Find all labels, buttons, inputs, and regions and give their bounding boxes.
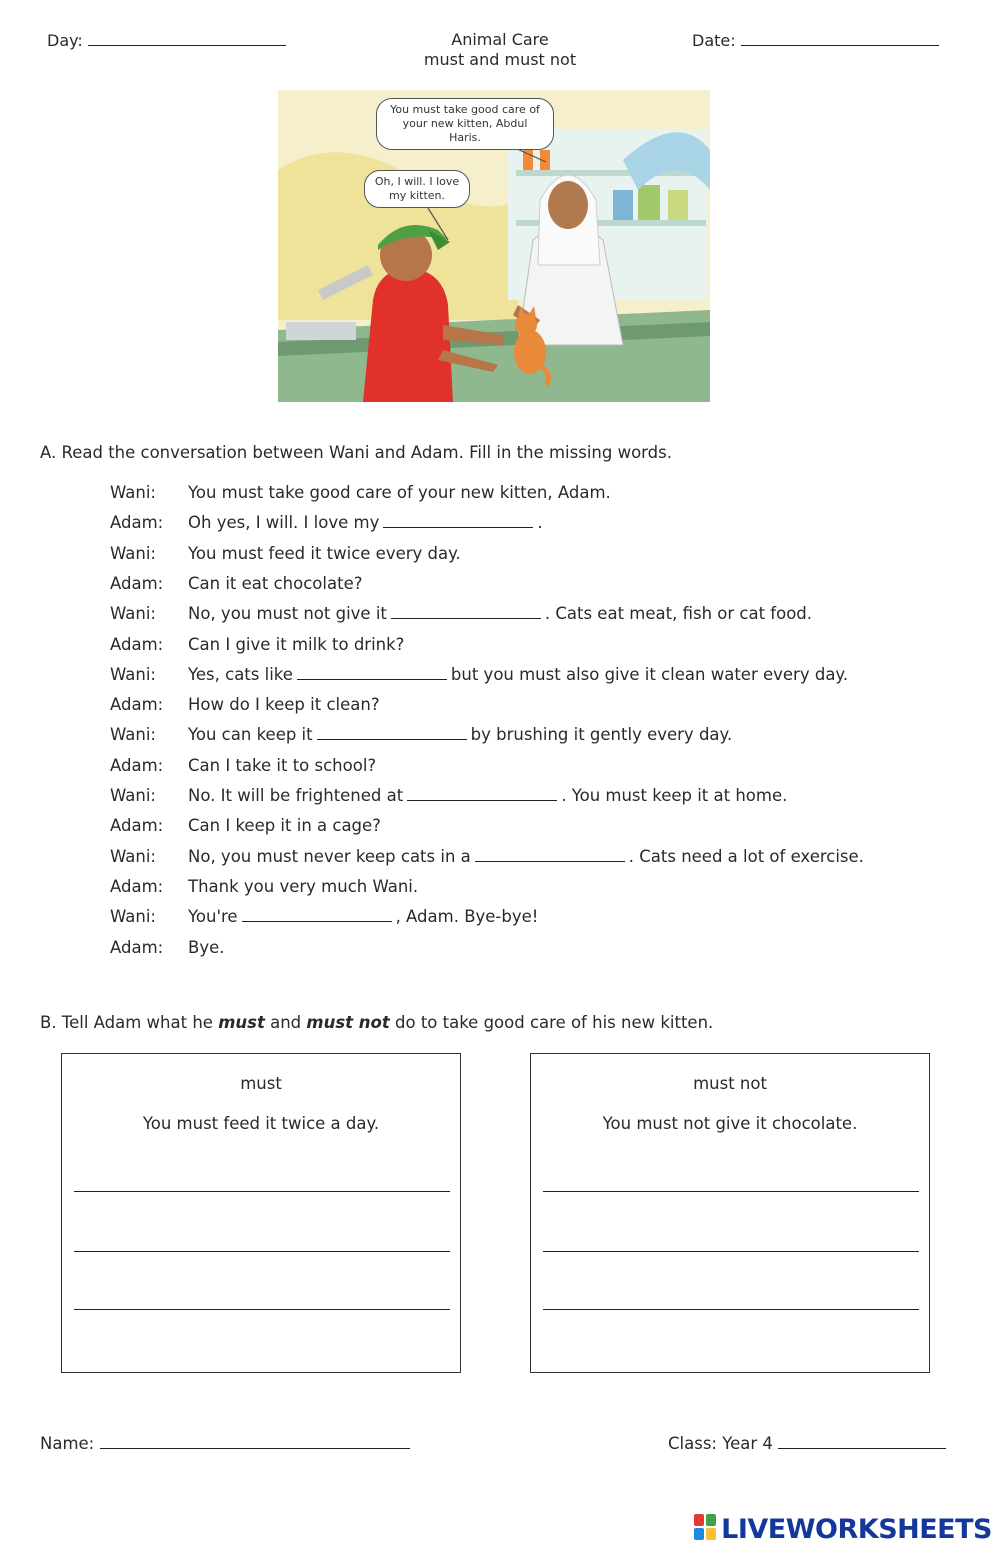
dialogue-text-after: . You must keep it at home. (561, 786, 788, 805)
dialogue-text: Can I take it to school? (188, 756, 377, 775)
name-field (40, 1434, 410, 1453)
dialogue-text: Can it eat chocolate? (188, 574, 363, 593)
dialogue-line (110, 544, 461, 568)
dialogue-line (110, 725, 732, 749)
must-not-answer-line-3[interactable] (543, 1308, 919, 1310)
boy-speech-bubble: Oh, I will. I love my kitten. (364, 170, 470, 208)
fill-in-blank[interactable] (383, 526, 533, 528)
dialogue-line (110, 513, 543, 537)
dialogue-text: You're (188, 907, 238, 926)
dialogue-text: You must take good care of your new kitten, Adam. (188, 483, 611, 502)
dialogue-text: No. It will be frightened at (188, 786, 404, 805)
class-label: Class: Year 4 (668, 1434, 773, 1453)
date-input[interactable] (741, 45, 939, 46)
fill-in-blank[interactable] (407, 799, 557, 801)
dialogue-speaker: Wani: (110, 907, 156, 926)
liveworksheets-logo[interactable] (694, 1514, 992, 1545)
must-box-example: You must feed it twice a day. (142, 1114, 380, 1133)
section-a-instruction: A. Read the conversation between Wani and Adam. Fill in the missing words. (40, 443, 672, 462)
dialogue-speaker: Wani: (110, 665, 156, 684)
page-subtitle: must and must not (423, 50, 577, 69)
dialogue-speaker: Wani: (110, 786, 156, 805)
dialogue-text: Yes, cats like (188, 665, 293, 684)
section-b-must: must (218, 1013, 265, 1032)
dialogue-line (110, 786, 787, 810)
dialogue-speaker: Adam: (110, 695, 164, 714)
dialogue-speaker: Wani: (110, 483, 156, 502)
must-not-box-heading: must not (693, 1074, 767, 1093)
dialogue-line (110, 847, 864, 871)
dialogue-text-after: by brushing it gently every day. (470, 725, 733, 744)
must-answer-line-3[interactable] (74, 1308, 450, 1310)
dialogue-text: Can I keep it in a cage? (188, 816, 381, 835)
dialogue-text: Oh yes, I will. I love my (188, 513, 380, 532)
dialogue-speaker: Adam: (110, 574, 164, 593)
fill-in-blank[interactable] (297, 678, 447, 680)
liveworksheets-logo-text: LIVEWORKSHEETS (721, 1514, 992, 1545)
dialogue-line (110, 483, 611, 507)
dialogue-speaker: Adam: (110, 816, 164, 835)
dialogue-speaker: Adam: (110, 756, 164, 775)
dialogue-speaker: Adam: (110, 877, 164, 896)
dialogue-text-after: . Cats need a lot of exercise. (628, 847, 864, 866)
dialogue-text: How do I keep it clean? (188, 695, 380, 714)
dialogue-text: No, you must not give it (188, 604, 387, 623)
dialogue-text-after: , Adam. Bye-bye! (395, 907, 539, 926)
dialogue-text: Can I give it milk to drink? (188, 635, 405, 654)
section-b-must-not: must not (306, 1013, 390, 1032)
dialogue-speaker: Adam: (110, 513, 164, 532)
dialogue-line (110, 695, 380, 719)
dialogue-text: Bye. (188, 938, 225, 957)
dialogue-text: You must feed it twice every day. (188, 544, 461, 563)
dialogue-text: No, you must never keep cats in a (188, 847, 471, 866)
liveworksheets-mark-icon (694, 1514, 718, 1542)
must-answer-line-2[interactable] (74, 1250, 450, 1252)
must-not-box-example: You must not give it chocolate. (602, 1114, 858, 1133)
date-label: Date: (692, 31, 736, 50)
dialogue-line (110, 665, 848, 689)
dialogue-line (110, 635, 404, 659)
dialogue-line (110, 877, 418, 901)
vet-speech-bubble: You must take good care of your new kitten, Abdul Haris. (376, 98, 554, 150)
dialogue-line (110, 816, 381, 840)
class-input[interactable] (778, 1448, 946, 1449)
fill-in-blank[interactable] (475, 860, 625, 862)
dialogue-line (110, 907, 538, 931)
dialogue-speaker: Wani: (110, 847, 156, 866)
name-label: Name: (40, 1434, 95, 1453)
dialogue-text: Thank you very much Wani. (188, 877, 419, 896)
must-box (61, 1053, 461, 1373)
must-answer-line-1[interactable] (74, 1190, 450, 1192)
dialogue-speaker: Adam: (110, 635, 164, 654)
dialogue-speaker: Adam: (110, 938, 164, 957)
fill-in-blank[interactable] (317, 738, 467, 740)
fill-in-blank[interactable] (242, 920, 392, 922)
dialogue-text-after: . Cats eat meat, fish or cat food. (544, 604, 813, 623)
date-field (692, 31, 939, 50)
class-field (668, 1434, 946, 1453)
dialogue-speaker: Wani: (110, 725, 156, 744)
dialogue-text: You can keep it (188, 725, 313, 744)
day-label: Day: (47, 31, 83, 50)
name-input[interactable] (100, 1448, 410, 1449)
must-not-box (530, 1053, 930, 1373)
section-b-instruction-mid: and (264, 1013, 307, 1032)
dialogue-speaker: Wani: (110, 544, 156, 563)
dialogue-text-after: but you must also give it clean water every day. (450, 665, 849, 684)
dialogue-line (110, 604, 812, 628)
dialogue-line (110, 574, 362, 598)
dialogue-text-after: . (537, 513, 543, 532)
vet-illustration (278, 90, 710, 402)
dialogue-line (110, 938, 224, 962)
must-not-answer-line-2[interactable] (543, 1250, 919, 1252)
section-b-instruction-post: do to take good care of his new kitten. (389, 1013, 714, 1032)
dialogue-line (110, 756, 376, 780)
section-b-instruction (40, 1013, 713, 1032)
must-not-answer-line-1[interactable] (543, 1190, 919, 1192)
dialogue-speaker: Wani: (110, 604, 156, 623)
must-box-heading: must (240, 1074, 282, 1093)
section-b-instruction-pre: B. Tell Adam what he (40, 1013, 219, 1032)
fill-in-blank[interactable] (391, 617, 541, 619)
page-title: Animal Care (451, 30, 549, 49)
